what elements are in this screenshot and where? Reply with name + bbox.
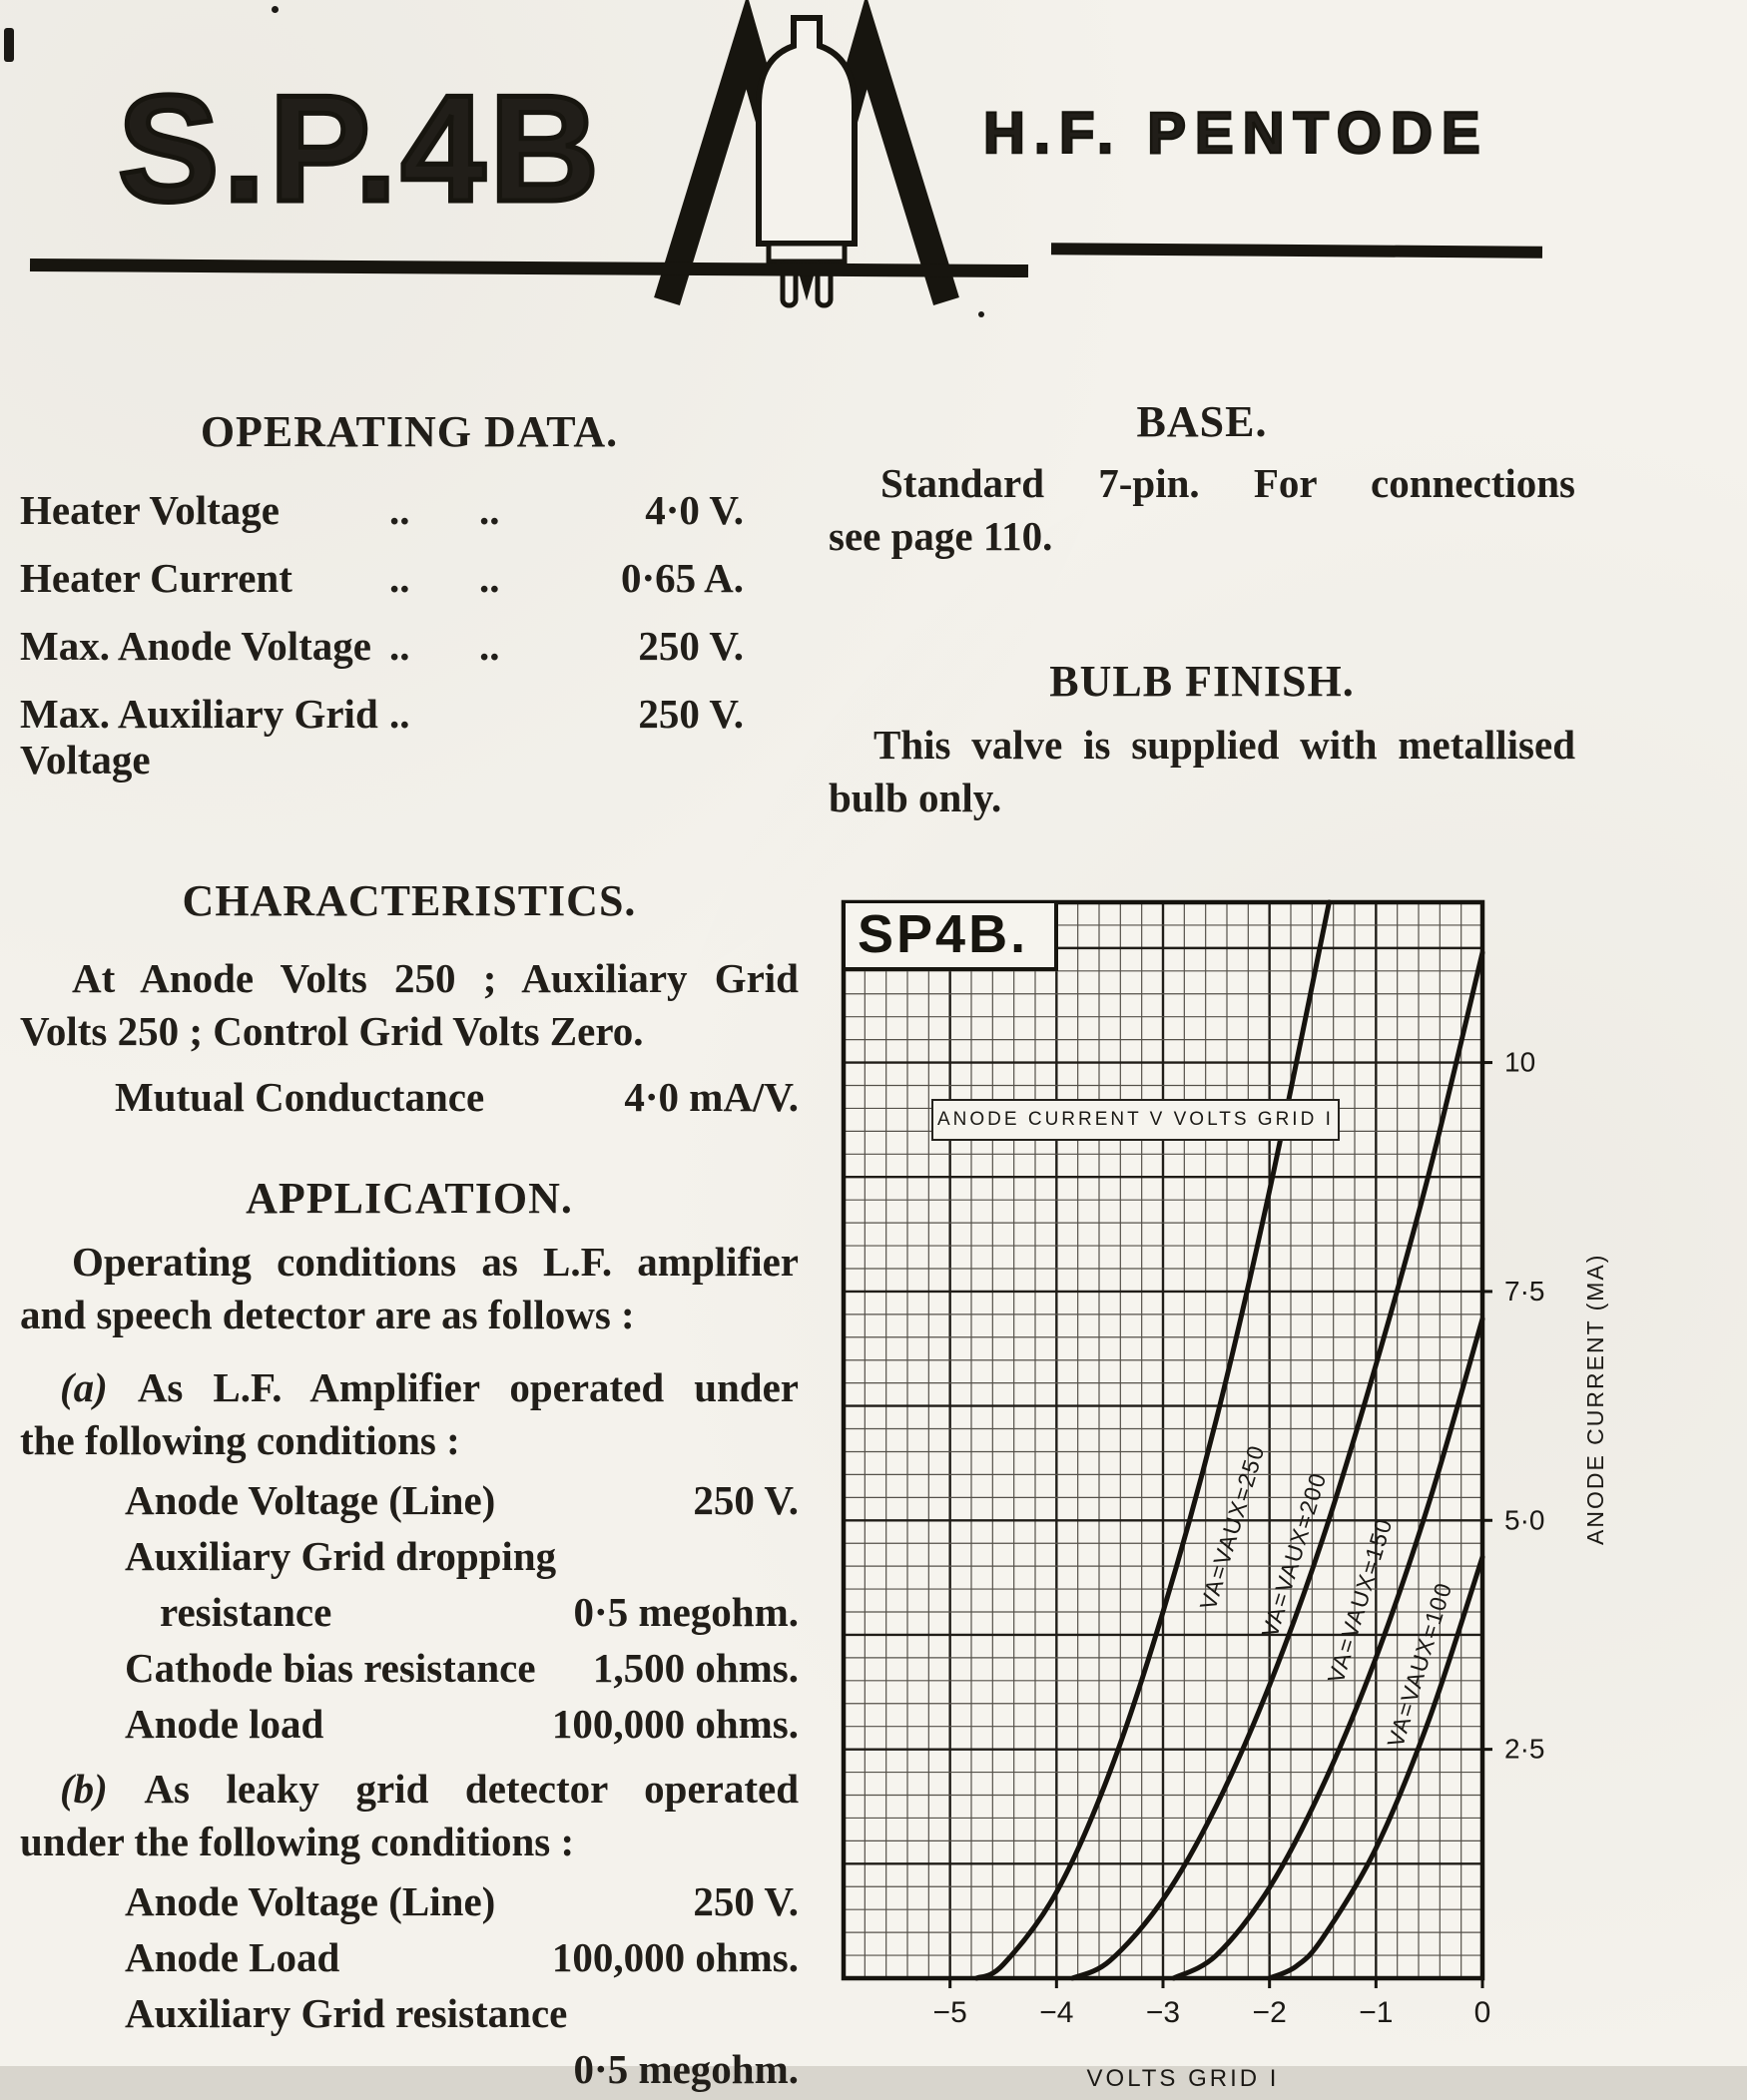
- row-label: Heater Voltage: [20, 487, 280, 533]
- bulb-finish-text-line2: bulb only.: [829, 775, 1002, 820]
- base-text-line2: see page 110.: [829, 513, 1053, 559]
- row-label: Heater Current: [20, 555, 292, 601]
- y-tick-label: 2·5: [1504, 1733, 1545, 1765]
- row-value: 250 V.: [638, 691, 744, 737]
- base-heading: BASE.: [1136, 397, 1268, 446]
- bulb-finish-text-line1: This valve is supplied with metallised: [874, 722, 1575, 768]
- condition-row: [20, 1988, 799, 2038]
- application-b-heading: (b) As leaky grid detector operated under the following conditions :: [20, 1766, 800, 1864]
- y-tick-label: 10: [1504, 1046, 1536, 1078]
- application-section: [20, 1174, 799, 2100]
- row-value: 0·65 A.: [620, 555, 744, 601]
- row-label: Auxiliary Grid resistance: [125, 1990, 568, 2036]
- row-label: Anode Voltage (Line): [125, 1878, 496, 1924]
- x-tick-label: −2: [1252, 1996, 1287, 2029]
- row-label: Anode load: [125, 1701, 324, 1747]
- list-marker: (a): [60, 1364, 108, 1410]
- application-a-heading: (a) As L.F. Amplifier operated under the following conditions :: [20, 1364, 799, 1463]
- table-row: [20, 691, 744, 783]
- characteristic-curves-chart: [842, 894, 1660, 2092]
- condition-row: [20, 2044, 799, 2094]
- list-marker: (b): [60, 1766, 108, 1812]
- row-value: 250 V.: [693, 1477, 799, 1523]
- row-label: Anode Voltage (Line): [125, 1477, 496, 1523]
- leader-dots: ..: [479, 623, 500, 669]
- x-tick-label: −5: [932, 1996, 967, 2029]
- row-value: 4·0 mA/V.: [624, 1074, 799, 1120]
- page-title: S.P.4B: [118, 64, 603, 234]
- device-type-title: H.F. PENTODE: [983, 101, 1489, 166]
- table-row: [20, 555, 744, 601]
- application-heading: APPLICATION.: [246, 1174, 573, 1223]
- row-value: 100,000 ohms.: [551, 1701, 799, 1747]
- anode-current-plot: [842, 894, 1660, 2092]
- x-tick-label: −1: [1359, 1996, 1394, 2029]
- characteristics-heading: CHARACTERISTICS.: [182, 876, 637, 925]
- curve-label-VA=VAUX=150: VA=VAUX=150: [1322, 1514, 1398, 1687]
- row-value: 0·5 megohm.: [573, 2046, 799, 2092]
- leader-dots: ..: [389, 691, 410, 737]
- operating-data-heading: OPERATING DATA.: [200, 407, 619, 456]
- application-intro-line2: and speech detector are as follows :: [20, 1292, 635, 1337]
- leader-dots: ..: [389, 487, 410, 533]
- characteristics-section: [20, 876, 799, 1122]
- row-value: 250 V.: [693, 1878, 799, 1924]
- row-label: Cathode bias resistance: [125, 1645, 536, 1691]
- leader-dots: ..: [389, 623, 410, 669]
- row-label: Auxiliary Grid dropping: [125, 1533, 557, 1579]
- row-value: 250 V.: [638, 623, 744, 669]
- mutual-conductance-row: [20, 1072, 799, 1122]
- row-value: 0·5 megohm.: [573, 1589, 799, 1635]
- row-label: Max. Auxiliary Grid Voltage: [20, 691, 378, 783]
- application-intro-line1: Operating conditions as L.F. amplifier: [72, 1239, 799, 1285]
- condition-row: [20, 1587, 799, 1637]
- y-axis-label: ANODE CURRENT (MA): [1582, 1253, 1608, 1545]
- chart-corner-label: SP4B.: [846, 903, 1058, 971]
- scan-speck: [978, 311, 984, 317]
- row-label: Anode Load: [125, 1934, 340, 1980]
- x-tick-label: −3: [1145, 1996, 1181, 2029]
- row-value: 4·0 V.: [645, 487, 744, 533]
- scan-speck: [272, 6, 279, 13]
- base-text-line1: Standard 7-pin. For connections: [880, 460, 1575, 506]
- operating-data-section: [20, 407, 799, 804]
- row-label: Max. Anode Voltage: [20, 623, 371, 669]
- condition-row: [20, 1876, 799, 1926]
- condition-row: [20, 1531, 799, 1581]
- condition-row: [20, 1699, 799, 1749]
- row-value: 100,000 ohms.: [551, 1934, 799, 1980]
- y-tick-label: 7·5: [1504, 1275, 1545, 1307]
- row-label: resistance: [160, 1589, 332, 1635]
- chart-title-box: ANODE CURRENT V VOLTS GRID I: [931, 1099, 1340, 1141]
- curve-label-VA=VAUX=200: VA=VAUX=200: [1256, 1468, 1332, 1641]
- scan-speck: [4, 28, 14, 62]
- curve-label-VA=VAUX=250: VA=VAUX=250: [1194, 1441, 1270, 1613]
- row-label: Mutual Conductance: [115, 1074, 485, 1120]
- table-row: [20, 487, 744, 533]
- condition-row: [20, 1932, 799, 1982]
- x-tick-label: 0: [1473, 1996, 1491, 2029]
- bulb-finish-section: [829, 657, 1575, 824]
- condition-row: [20, 1475, 799, 1525]
- leader-dots: ..: [479, 487, 500, 533]
- leader-dots: ..: [479, 555, 500, 601]
- condition-row: [20, 1643, 799, 1693]
- leader-dots: ..: [389, 555, 410, 601]
- bulb-finish-heading: BULB FINISH.: [1049, 657, 1355, 706]
- header-rule-right: [1051, 243, 1542, 258]
- table-row: [20, 623, 744, 669]
- base-section: [829, 397, 1575, 563]
- curve-label-VA=VAUX=100: VA=VAUX=100: [1382, 1578, 1457, 1751]
- x-tick-label: −4: [1039, 1996, 1074, 2029]
- x-axis-label: VOLTS GRID I: [1086, 2065, 1280, 2092]
- row-value: 1,500 ohms.: [592, 1645, 799, 1691]
- characteristics-conditions-line2: Volts 250 ; Control Grid Volts Zero.: [20, 1008, 644, 1054]
- y-tick-label: 5·0: [1504, 1504, 1545, 1536]
- characteristics-conditions-line1: At Anode Volts 250 ; Auxiliary Grid: [72, 955, 799, 1001]
